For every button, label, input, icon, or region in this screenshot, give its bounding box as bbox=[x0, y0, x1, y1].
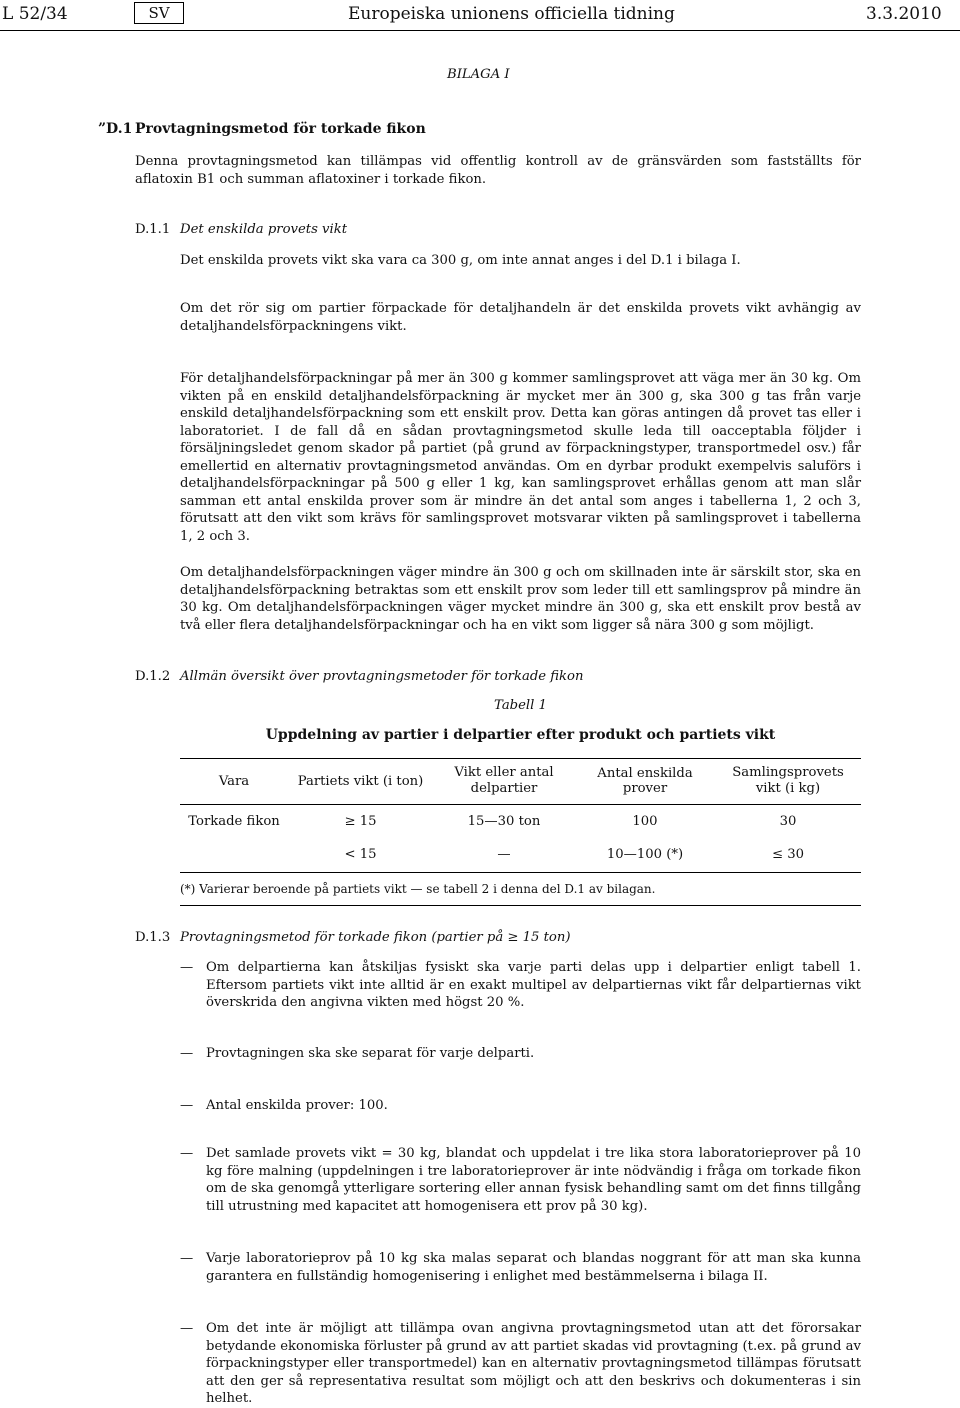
d11-paragraph-4: Om detaljhandelsförpackningen väger mindre än 300 g och om skillnaden inte är särskilt stor, ska en detaljhandelsförpackning betraktas som ett enskilt prov som leder till ett samlingsprov på mindre än 30 kg. Om detaljhandelsförpackningen väger mycket mindre än 300 g, ska ett enskilt prov bestå av två eller flera detaljhandelsförpackningar och ha en vikt som ligger så nära 300 g som möjligt. bbox=[180, 565, 861, 633]
table-row bbox=[180, 804, 861, 838]
dash-bullet: — bbox=[180, 960, 194, 975]
publication-date: 3.3.2010 bbox=[866, 4, 942, 24]
table-title: Uppdelning av partier i delpartier efter produkt och partiets vikt bbox=[265, 727, 776, 743]
table-label: Tabell 1 bbox=[494, 698, 547, 713]
d11-paragraph-2: Om det rör sig om partier förpackade för detaljhandeln är det enskilda provets vikt avhängig av detaljhandelsförpackningens vikt. bbox=[180, 301, 861, 334]
header-vara: Vara bbox=[218, 773, 250, 789]
list-item bbox=[180, 959, 861, 1012]
dash-bullet: — bbox=[180, 1146, 194, 1161]
table-cell: < 15 bbox=[344, 847, 377, 863]
table-cell: 10—100 (*) bbox=[606, 847, 684, 863]
list-item-text: Provtagningen ska ske separat för varje delparti. bbox=[206, 1046, 535, 1061]
annex-label: BILAGA I bbox=[447, 67, 510, 82]
table-1 bbox=[180, 759, 861, 873]
header-delpartier: Vikt eller antal delpartier bbox=[454, 765, 554, 797]
list-item-text: Antal enskilda prover: 100. bbox=[206, 1098, 388, 1113]
dash-bullet: — bbox=[180, 1098, 194, 1113]
d13-number: D.1.3 bbox=[135, 930, 171, 945]
section-title: Provtagningsmetod för torkade fikon bbox=[135, 121, 426, 137]
list-item bbox=[180, 1145, 861, 1215]
table-cell: 100 bbox=[632, 813, 658, 829]
table-cell bbox=[180, 838, 288, 872]
table-cell: ≥ 15 bbox=[344, 813, 377, 829]
d12-number: D.1.2 bbox=[135, 669, 171, 684]
list-item bbox=[180, 1320, 861, 1408]
header-antal-prover: Antal enskilda prover bbox=[597, 766, 693, 797]
d12-title: Allmän översikt över provtagningsmetoder för torkade fikon bbox=[180, 669, 584, 684]
d13-title: Provtagningsmetod för torkade fikon (partier på ≥ 15 ton) bbox=[180, 930, 571, 945]
table-cell: 15—30 ton bbox=[467, 813, 541, 829]
table-cell: — bbox=[497, 847, 511, 863]
dash-bullet: — bbox=[180, 1251, 194, 1266]
section-intro: Denna provtagningsmetod kan tillämpas vid offentlig kontroll av de gränsvärden som fastställts för aflatoxin B1 och summan aflatoxiner i torkade fikon. bbox=[135, 154, 861, 187]
dash-bullet: — bbox=[180, 1046, 194, 1061]
table-bottom-rule bbox=[180, 905, 861, 906]
list-item-text: Varje laboratorieprov på 10 kg ska malas separat och blandas noggrant för att man ska kunna garantera en fullständig homogenisering i enlighet med bestämmelserna i bilaga II. bbox=[206, 1251, 861, 1284]
table-footnote: (*) Varierar beroende på partiets vikt — se tabell 2 i denna del D.1 av bilagan. bbox=[180, 882, 656, 896]
header-samlingsprov: Samlingsprovets vikt (i kg) bbox=[732, 765, 844, 797]
table-header-row bbox=[180, 759, 861, 804]
list-item bbox=[180, 1045, 861, 1063]
table-cell: 30 bbox=[779, 813, 797, 829]
table-row bbox=[180, 838, 861, 872]
dash-bullet: — bbox=[180, 1321, 194, 1336]
header-partiets-vikt: Partiets vikt (i ton) bbox=[297, 773, 424, 789]
d11-paragraph-1: Det enskilda provets vikt ska vara ca 300 g, om inte annat anges i del D.1 i bilaga I. bbox=[180, 253, 741, 268]
list-item-text: Det samlade provets vikt = 30 kg, blandat och uppdelat i tre lika stora laboratorieprover på 10 kg före malning (uppdelningen i tre laboratorieprover är inte nödvändig i fråga om torkade fikon om de ska genomgå ytterligare sortering eller annan fysisk behandling samt om det finns tillgång till utrustning med kapacitet att homogenisera ett prov på 30 kg). bbox=[206, 1146, 861, 1214]
d11-paragraph-3: För detaljhandelsförpackningar på mer än 300 g kommer samlingsprovet att väga mer än 30 kg. Om vikten på en enskild detaljhandelsförpackning är mycket mer än 300 g, ska 300 g tas från varje enskild detaljhandelsförpackning som ett enskilt prov. Detta kan göras antingen då provet tas eller i laboratoriet. I de fall då en sådan provtagningsmetod skulle leda till oacceptabla följder i försäljningsledet genom skador på partiet (på grund av förpackningstyper, transportmedel osv.) får emellertid en alternativ provtagningsmetod användas. Om en dyrbar produkt exempelvis saluförs i detaljhandelsförpackningar på 500 g eller 1 kg, kan samlingsprovet erhållas genom att man slår samman ett antal enskilda prover som är mindre än det antal som anges i tabellerna 1, 2 och 3, förutsatt att den vikt som krävs för samlingsprovet motsvarar vikten på samlingsprovet i tabellerna 1, 2 och 3. bbox=[180, 371, 861, 544]
section-number: ”D.1 bbox=[98, 121, 133, 137]
d11-number: D.1.1 bbox=[135, 222, 171, 237]
language-badge: SV bbox=[134, 2, 184, 24]
list-item-text: Om delpartierna kan åtskiljas fysiskt ska varje parti delas upp i delpartier enligt tabell 1. Eftersom partiets vikt inte alltid är en exakt multipel av delpartiernas vikt får delpartiernas vikt överskrida den angivna vikten med högst 20 %. bbox=[206, 960, 861, 1010]
table-cell: ≤ 30 bbox=[771, 847, 805, 863]
d11-title: Det enskilda provets vikt bbox=[180, 222, 348, 237]
list-item-text: Om det inte är möjligt att tillämpa ovan angivna provtagningsmetod utan att det förorsakar betydande ekonomiska förluster på grund av att partiet skadas vid provtagning (t.ex. på grund av förpackningstyper eller transportmedel) kan en alternativ provtagningsmetod tillämpas förutsatt att den ger så representativa resultat som möjligt och att den beskrivs och dokumenteras i sin helhet. bbox=[206, 1321, 861, 1406]
page-number: L 52/34 bbox=[2, 4, 68, 24]
journal-title: Europeiska unionens officiella tidning bbox=[348, 4, 675, 24]
list-item bbox=[180, 1250, 861, 1285]
table-cell: Torkade fikon bbox=[188, 813, 280, 829]
header-rule bbox=[0, 30, 960, 31]
list-item bbox=[180, 1097, 861, 1115]
